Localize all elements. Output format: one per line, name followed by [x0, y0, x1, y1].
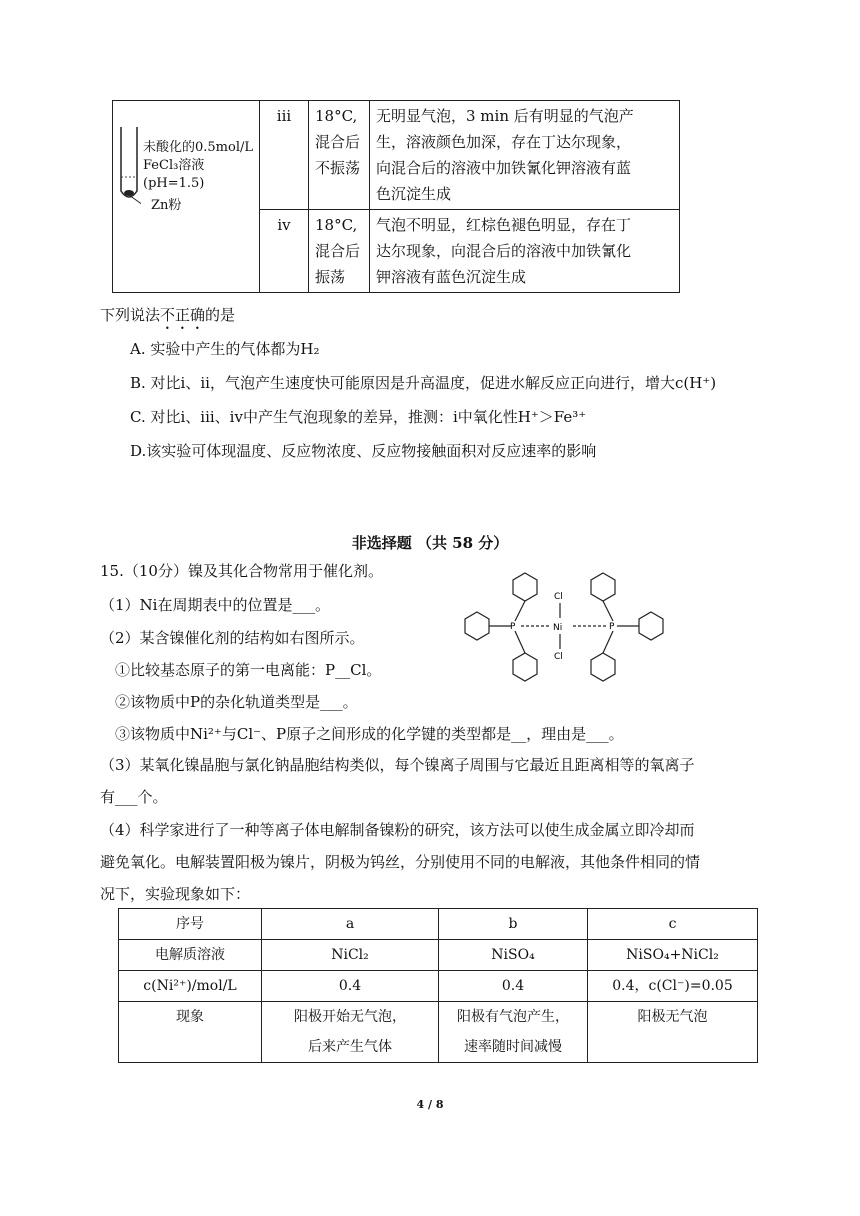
table-row: 现象 阳极开始无气泡， 后来产生气体 阳极有气泡产生， 速率随时间减慢 阳极无气泡	[119, 1002, 758, 1063]
option-a: A. 实验中产生的气体都为H₂	[130, 340, 320, 358]
page-number: 4 / 8	[416, 1098, 444, 1111]
electrolysis-table	[118, 908, 758, 1063]
apparatus-cell	[113, 101, 260, 293]
ni-atom: Ni	[553, 623, 563, 633]
q15-part4-line3: 况下，实验现象如下：	[100, 885, 251, 903]
p-atom-left: P	[510, 622, 516, 632]
q15-part4-line2: 避免氧化。电解装置阳极为镍片，阴极为钨丝，分别使用不同的电解液，其他条件相同的情	[100, 853, 701, 871]
q15-part1: （1）Ni在周期表中的位置是___。	[100, 596, 330, 614]
observation-cell: 气泡不明显，红棕色褪色明显，存在丁 达尔现象，向混合后的溶液中加铁氰化 钾溶液有蓝色沉淀生成	[370, 210, 680, 293]
cl-atom-bottom: Cl	[554, 652, 563, 662]
q15-part3-line2: 有___个。	[100, 788, 168, 806]
experiment-table	[112, 100, 680, 293]
p-atom-right: P	[609, 622, 615, 632]
condition-cell: 18°C, 混合后 不振荡	[309, 101, 370, 210]
q15-part2: （2）某含镍催化剂的结构如右图所示。	[100, 629, 365, 647]
cl-atom-top: Cl	[554, 592, 563, 602]
condition-cell: 18°C, 混合后 振荡	[309, 210, 370, 293]
q14-stem: 下列说法不正确的是	[100, 306, 236, 324]
solution-label: 未酸化的0.5mol/L FeCl₃溶液(pH=1.5)	[143, 140, 253, 191]
q15-head: 15.（10分）镍及其化合物常用于催化剂。	[100, 562, 383, 580]
nickel-complex-structure	[455, 555, 670, 705]
table-row: 电解质溶液 NiCl₂ NiSO₄ NiSO₄+NiCl₂	[119, 940, 758, 971]
table-row: c(Ni²⁺)/mol/L 0.4 0.4 0.4，c(Cl⁻)=0.05	[119, 971, 758, 1002]
q15-part4-line1: （4）科学家进行了一种等离子体电解制备镍粉的研究，该方法可以使生成金属立即冷却而	[100, 821, 695, 839]
section-title: 非选择题 （共 58 分）	[351, 534, 509, 552]
row-id: iv	[260, 210, 309, 293]
q15-part3-line1: （3）某氧化镍晶胞与氯化钠晶胞结构类似，每个镍离子周围与它最近且距离相等的氧离子	[100, 756, 695, 774]
table-row: 序号 a b c	[119, 909, 758, 940]
q15-part2-2: ②该物质中P的杂化轨道类型是___。	[115, 693, 358, 711]
option-c: C. 对比i、iii、iv中产生气泡现象的差异，推测：i中氧化性H⁺＞Fe³⁺	[130, 408, 587, 426]
option-d: D.该实验可体现温度、反应物浓度、反应物接触面积对反应速率的影响	[130, 442, 597, 460]
row-id: iii	[260, 101, 309, 210]
option-b: B. 对比i、ii，气泡产生速度快可能原因是升高温度，促进水解反应正向进行，增大c(H⁺)	[130, 374, 717, 392]
q15-part2-1: ①比较基态原子的第一电离能：P__Cl。	[115, 661, 382, 679]
observation-cell: 无明显气泡，3 min 后有明显的气泡产 生，溶液颜色加深，存在丁达尔现象， 向混合后的溶液中加铁氰化钾溶液有蓝 色沉淀生成	[370, 101, 680, 210]
test-tube-icon	[117, 125, 141, 207]
zn-powder-label: Zn粉	[151, 198, 182, 213]
q15-part2-3: ③该物质中Ni²⁺与Cl⁻、P原子之间形成的化学键的类型都是__，理由是___。	[115, 725, 624, 743]
